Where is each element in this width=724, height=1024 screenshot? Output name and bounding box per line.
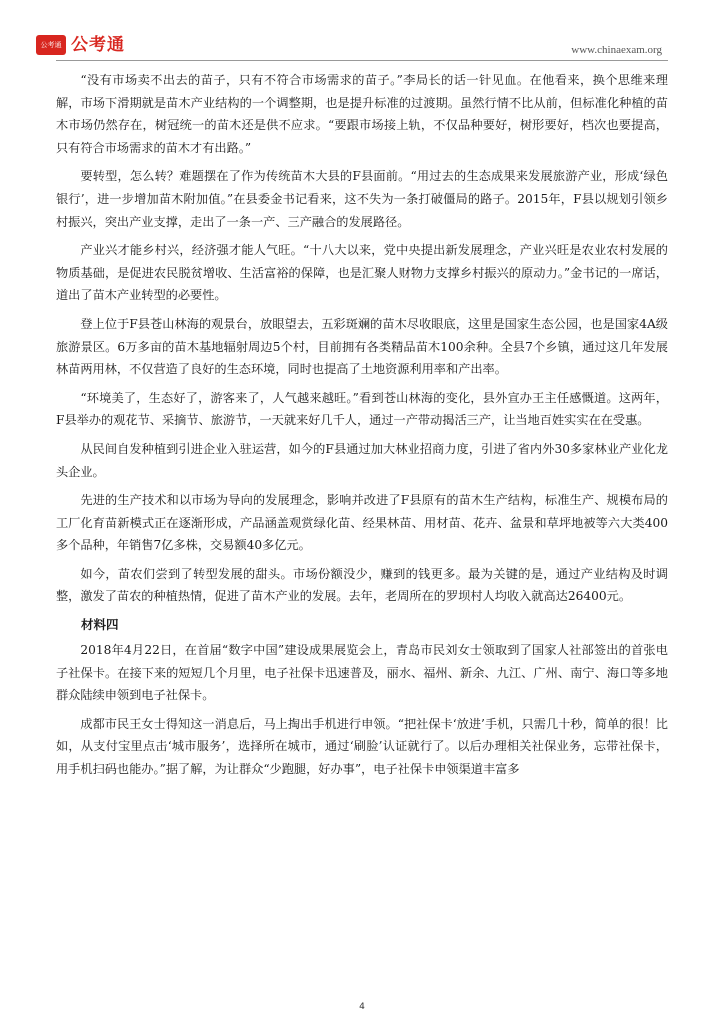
page-number: 4 — [359, 1002, 365, 1012]
paragraph: 如今，苗农们尝到了转型发展的甜头。市场份额没少，赚到的钱更多。最为关键的是，通过产业结构及时调整，激发了苗农的种植热情，促进了苗木产业的发展。去年，老周所在的罗坝村人均收入就高达26400元。 — [56, 566, 668, 604]
site-url: www.chinaexam.org — [571, 44, 662, 56]
paragraph: 先进的生产技术和以市场为导向的发展理念，影响并改进了F县原有的苗木生产结构，标准生产、规模布局的工厂化育苗新模式正在逐渐形成，产品涵盖观赏绿化苗、经果林苗、用材苗、花卉、盆景和草坪地被等六大类400多个品种，年销售7亿多株，交易额40多亿元。 — [56, 493, 668, 553]
paragraph: 从民间自发种植到引进企业入驻运营，如今的F县通过加大林业招商力度，引进了省内外30多家林业产业化龙头企业。 — [56, 441, 668, 479]
header-divider — [56, 60, 668, 61]
document-body — [56, 69, 668, 787]
section-heading: 材料四 — [81, 617, 119, 633]
logo-text: 公考通 — [71, 35, 125, 55]
paragraph: “环境美了，生态好了，游客来了，人气越来越旺。”看到苍山林海的变化，县外宣办王主任感慨道。这两年，F县举办的观花节、采摘节、旅游节，一天就来好几千人，通过一产带动揭活三产，让当地百姓实实在在受惠。 — [56, 390, 668, 428]
paragraph: “没有市场卖不出去的苗子，只有不符合市场需求的苗子。”李局长的话一针见血。在他看来，换个思维来理解，市场下滑期就是苗木产业结构的一个调整期，也是提升标准的过渡期。虽然行情不比从前，但标准化种植的苗木市场仍然存在，树冠统一的苗木还是供不应求。“要跟市场接上轨，不仅品种要好，树形要好，档次也要提高，只有符合市场需求的苗木才有出路。” — [56, 73, 668, 155]
logo — [36, 34, 125, 56]
paragraph: 2018年4月22日，在首届“数字中国”建设成果展览会上，青岛市民刘女士领取到了国家人社部签出的首张电子社保卡。在接下来的短短几个月里，电子社保卡迅速普及，丽水、福州、新余、九江、广州、南宁、海口等多地群众陆续申领到电子社保卡。 — [56, 643, 668, 703]
paragraph: 登上位于F县苍山林海的观景台，放眼望去，五彩斑斓的苗木尽收眼底，这里是国家生态公园，也是国家4A级旅游景区。6万多亩的苗木基地辐射周边5个村，目前拥有各类精品苗木100余种。全县7个乡镇，通过这几年发展林苗两用林，不仅营造了良好的生态环境，同时也提高了土地资源利用率和产出率。 — [56, 316, 668, 377]
paragraph: 成都市民王女士得知这一消息后，马上掏出手机进行申领。“把社保卡‘放进’手机，只需几十秒，简单的很！比如，从支付宝里点击‘城市服务’，选择所在城市，通过‘刷脸’认证就行了。以后办理相关社保业务，忘带社保卡，用手机扫码也能办。”据了解，为让群众“少跑腿，好办事”，电子社保卡申领渠道丰富多 — [56, 716, 668, 777]
paragraph: 要转型，怎么转？难题摆在了作为传统苗木大县的F县面前。“用过去的生态成果来发展旅游产业，形成‘绿色银行’，进一步增加苗木附加值。”在县委金书记看来，这不失为一条打破僵局的路子。2015年，F县以规划引领乡村振兴，突出产业支撑，走出了一条一产、三产融合的发展路径。 — [56, 169, 668, 229]
page-header — [0, 0, 724, 62]
paragraph: 产业兴才能乡村兴，经济强才能人气旺。“十八大以来，党中央提出新发展理念，产业兴旺是农业农村发展的物质基础，是促进农民脱贫增收、生活富裕的保障，也是汇聚人财物力支撑乡村振兴的原动力。”金书记的一席话，道出了苗木产业转型的必要性。 — [56, 243, 668, 303]
logo-badge: 公考通 — [36, 35, 66, 55]
